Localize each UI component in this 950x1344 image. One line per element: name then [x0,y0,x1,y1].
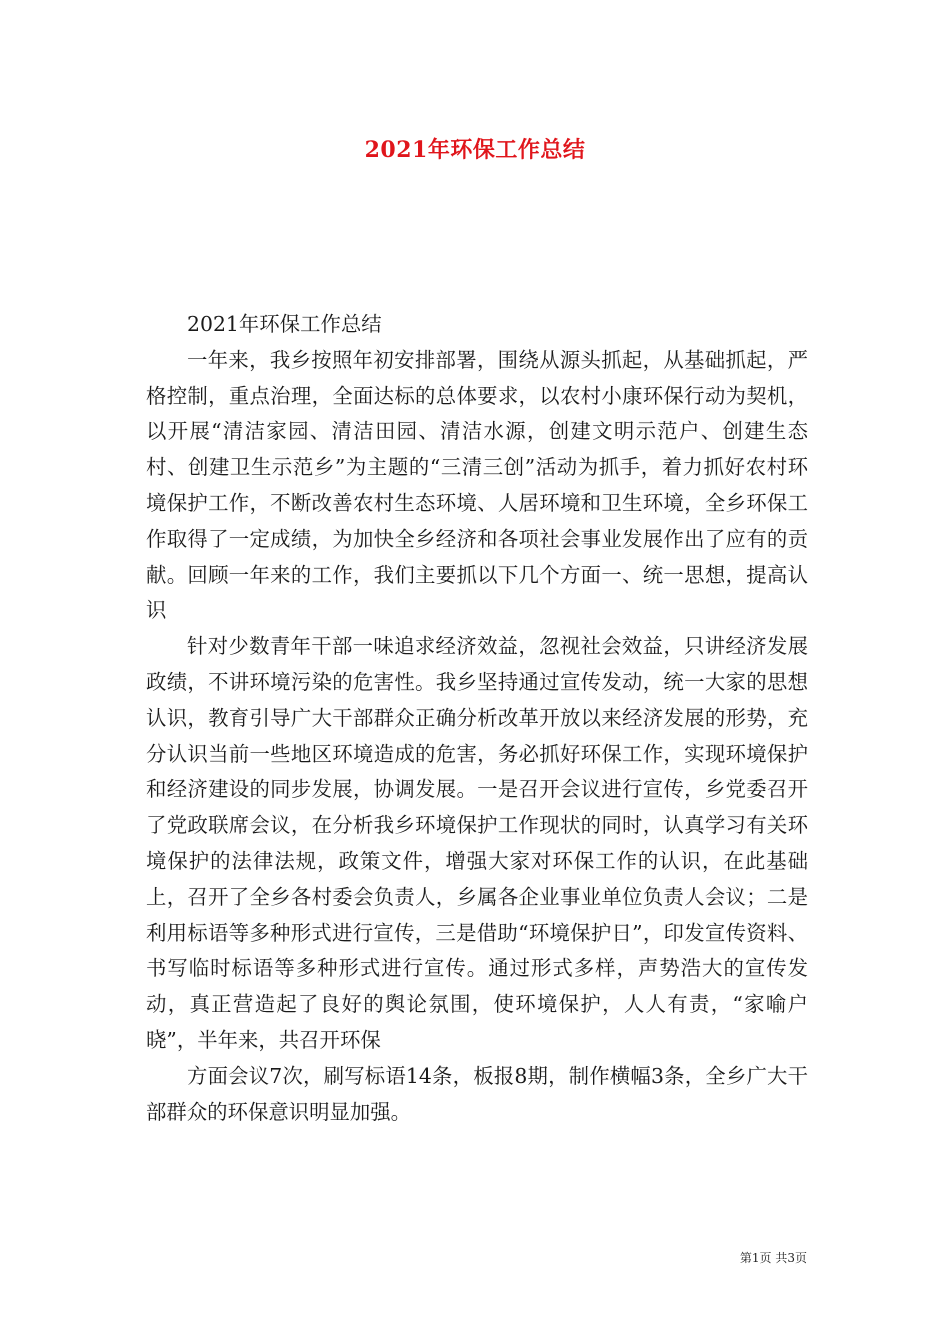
paragraph-intro: 一年来，我乡按照年初安排部署，围绕从源头抓起，从基础抓起，严格控制，重点治理，全面达标的总体要求，以农村小康环保行动为契机，以开展“清洁家园、清洁田园、清洁水源，创建文明示范户、创建生态村、创建卫生示范乡”为主题的“三清三创”活动为抓手，着力抓好农村环境保护工作，不断改善农村生态环境、人居环境和卫生环境，全乡环保工作取得了一定成绩，为加快全乡经济和各项社会事业发展作出了应有的贡献。回顾一年来的工作，我们主要抓以下几个方面一、统一思想，提高认识 [146,347,808,623]
document-title: 2021年环保工作总结 [364,137,586,163]
paragraph-subtitle: 2021年环保工作总结 [187,312,382,336]
document-body [146,307,808,1130]
paragraph-publicity: 针对少数青年干部一味追求经济效益，忽视社会效益，只讲经济发展政绩，不讲环境污染的危害性。我乡坚持通过宣传发动，统一大家的思想认识，教育引导广大干部群众正确分析改革开放以来经济发展的形势，充分认识当前一些地区环境造成的危害，务必抓好环保工作，实现环境保护和经济建设的同步发展，协调发展。一是召开会议进行宣传，乡党委召开了党政联席会议，在分析我乡环境保护工作现状的同时，认真学习有关环境保护的法律法规，政策文件，增强大家对环保工作的认识，在此基础上，召开了全乡各村委会负责人，乡属各企业事业单位负责人会议；二是利用标语等多种形式进行宣传，三是借助“环境保护日”，印发宣传资料、书写临时标语等多种形式进行宣传。通过形式多样，声势浩大的宣传发动，真正营造起了良好的舆论氛围，使环境保护，人人有责，“家喻户晓”，半年来，共召开环保 [146,634,808,1052]
page-number: 第1页 共3页 [739,1251,807,1265]
paragraph-results: 方面会议7次，刷写标语14条，板报8期，制作横幅3条，全乡广大干部群众的环保意识明显加强。 [146,1063,808,1124]
